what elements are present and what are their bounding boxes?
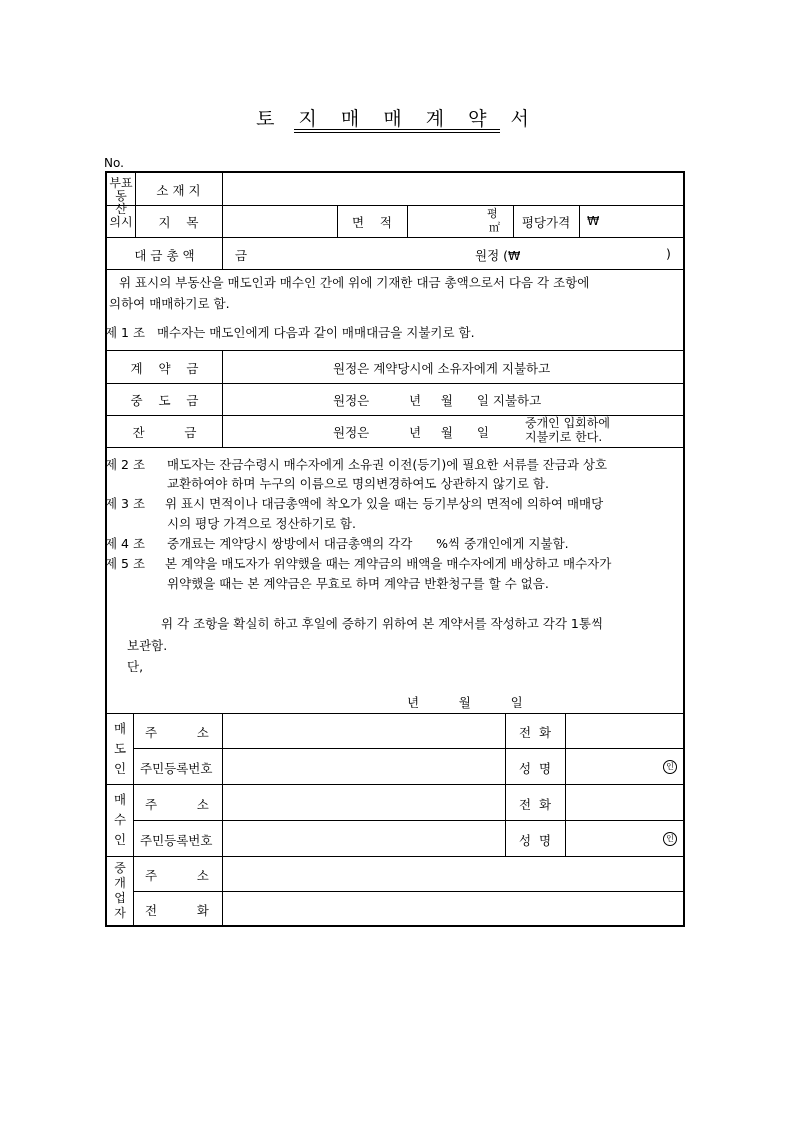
land-category-field[interactable] (223, 206, 336, 236)
article-3-line-1: 위 표시 면적이나 대금총액에 착오가 있을 때는 등기부상의 면적에 의하여 매매당 (165, 496, 604, 511)
balance-note-1: 중개인 입회하에 (525, 416, 610, 430)
total-amount-close: ) (666, 246, 671, 261)
location-field[interactable] (223, 174, 681, 204)
balance-label: 잔 금 (132, 425, 197, 440)
seller-seal-mark: 인 (663, 760, 677, 774)
buyer-id-field[interactable] (223, 821, 504, 855)
article-5-number: 제 5 조 (105, 556, 146, 571)
total-amount-suffix: 원정 (₩ (475, 248, 521, 263)
pyeong-unit: 평 (487, 207, 498, 220)
buyer-phone-label: 전 화 (518, 797, 552, 812)
total-amount-numeric-field[interactable] (537, 239, 657, 267)
row-divider (107, 205, 683, 206)
seller-name-field[interactable] (566, 749, 661, 783)
broker-phone-field[interactable] (223, 892, 681, 925)
buyer-id-label: 주민등록번호 (140, 833, 213, 848)
col-divider (133, 713, 134, 927)
article-5-line-1: 본 계약을 매도자가 위약했을 때는 계약금의 배액을 매수자에게 배상하고 매수자가 (165, 556, 612, 571)
article-2-line-1: 매도자는 잔금수령시 매수자에게 소유권 이전(등기)에 필요한 서류를 잔금과 상호 (167, 457, 608, 472)
seller-name-label: 성 명 (518, 761, 552, 776)
square-meter-unit: ㎡ (489, 221, 500, 234)
total-amount-label: 대 금 총 액 (134, 248, 195, 263)
buyer-name-field[interactable] (566, 821, 661, 855)
intro-line-1: 위 표시의 부동산을 매도인과 매수인 간에 위에 기재한 대금 총액으로서 다음 각 조항에 (119, 275, 590, 290)
col-divider (222, 350, 223, 447)
down-payment-amount-field[interactable] (227, 353, 327, 381)
down-payment-text: 원정은 계약당시에 소유자에게 지불하고 (333, 361, 551, 376)
row-divider (107, 350, 683, 351)
buyer-address-field[interactable] (223, 785, 504, 819)
area-label: 면 적 (351, 215, 393, 230)
balance-amount-field[interactable] (227, 417, 327, 445)
document-title: 토 지 매 매 계 약 서 (256, 108, 538, 130)
down-payment-label: 계 약 금 (130, 361, 199, 376)
contract-form (105, 171, 685, 927)
buyer-name-label: 성 명 (518, 833, 552, 848)
broker-address-field[interactable] (223, 857, 681, 890)
article-4-line-1: 중개료는 계약당시 쌍방에서 대금총액의 각각 %씩 중개인에게 지불함. (167, 536, 569, 551)
intro-line-2: 의하여 매매하기로 함. (109, 296, 230, 311)
closing-line-2: 보관함. (127, 638, 168, 653)
total-amount-field[interactable] (257, 239, 467, 267)
location-label: 소 재 지 (156, 183, 201, 198)
buyer-label: 매 수 인 (113, 792, 127, 847)
price-per-pyeong-field[interactable] (603, 206, 681, 236)
interim-payment-label: 중 도 금 (130, 393, 199, 408)
property-group-label: 부표 동 산 의시 (109, 176, 133, 229)
total-amount-prefix: 금 (235, 248, 248, 263)
contract-date: 년 월 일 (407, 695, 523, 710)
price-per-pyeong-currency: ₩ (587, 213, 600, 228)
article-2-number: 제 2 조 (105, 457, 146, 472)
document-number-label: No. (104, 156, 124, 170)
row-divider (107, 447, 683, 448)
seller-address-label: 주 소 (145, 725, 209, 740)
broker-label: 중 개 업 자 (114, 861, 126, 920)
article-5-line-2: 위약했을 때는 본 계약금은 무효로 하며 계약금 반환청구를 할 수 없음. (167, 576, 549, 591)
interim-payment-amount-field[interactable] (227, 385, 327, 413)
seller-id-field[interactable] (223, 749, 504, 783)
broker-address-label: 주 소 (145, 868, 209, 883)
buyer-seal-mark: 인 (663, 832, 677, 846)
row-divider (107, 269, 683, 270)
seller-label: 매 도 인 (113, 721, 127, 776)
buyer-address-label: 주 소 (145, 797, 209, 812)
land-category-label: 지 목 (158, 215, 199, 230)
closing-line-1: 위 각 조항을 확실히 하고 후일에 증하기 위하여 본 계약서를 작성하고 각각 1통씩 (161, 616, 604, 631)
price-per-pyeong-label: 평당가격 (521, 215, 571, 230)
row-divider (107, 383, 683, 384)
seller-phone-field[interactable] (566, 714, 681, 747)
seller-phone-label: 전 화 (518, 725, 552, 740)
balance-note-2: 지불키로 한다. (525, 430, 603, 444)
row-divider (107, 237, 683, 238)
title-underline-top (294, 129, 500, 130)
broker-phone-label: 전 화 (145, 903, 209, 918)
article-3-line-2: 시의 평당 가격으로 정산하기로 함. (167, 516, 356, 531)
article-3-number: 제 3 조 (105, 496, 146, 511)
title-underline-bottom (294, 132, 500, 133)
balance-text: 원정은 년 월 일 (333, 425, 489, 440)
interim-payment-text: 원정은 년 월 일 지불하고 (333, 393, 542, 408)
col-divider (579, 205, 580, 237)
article-4-number: 제 4 조 (105, 536, 146, 551)
seller-address-field[interactable] (223, 714, 504, 747)
closing-line-3: 단, (127, 659, 144, 674)
seller-id-label: 주민등록번호 (140, 761, 213, 776)
article-1: 제 1 조 매수자는 매도인에게 다음과 같이 매매대금을 지불키로 함. (105, 325, 475, 340)
article-2-line-2: 교환하여야 하며 누구의 이름으로 명의변경하여도 상관하지 않기로 함. (167, 476, 549, 491)
buyer-phone-field[interactable] (566, 785, 681, 819)
